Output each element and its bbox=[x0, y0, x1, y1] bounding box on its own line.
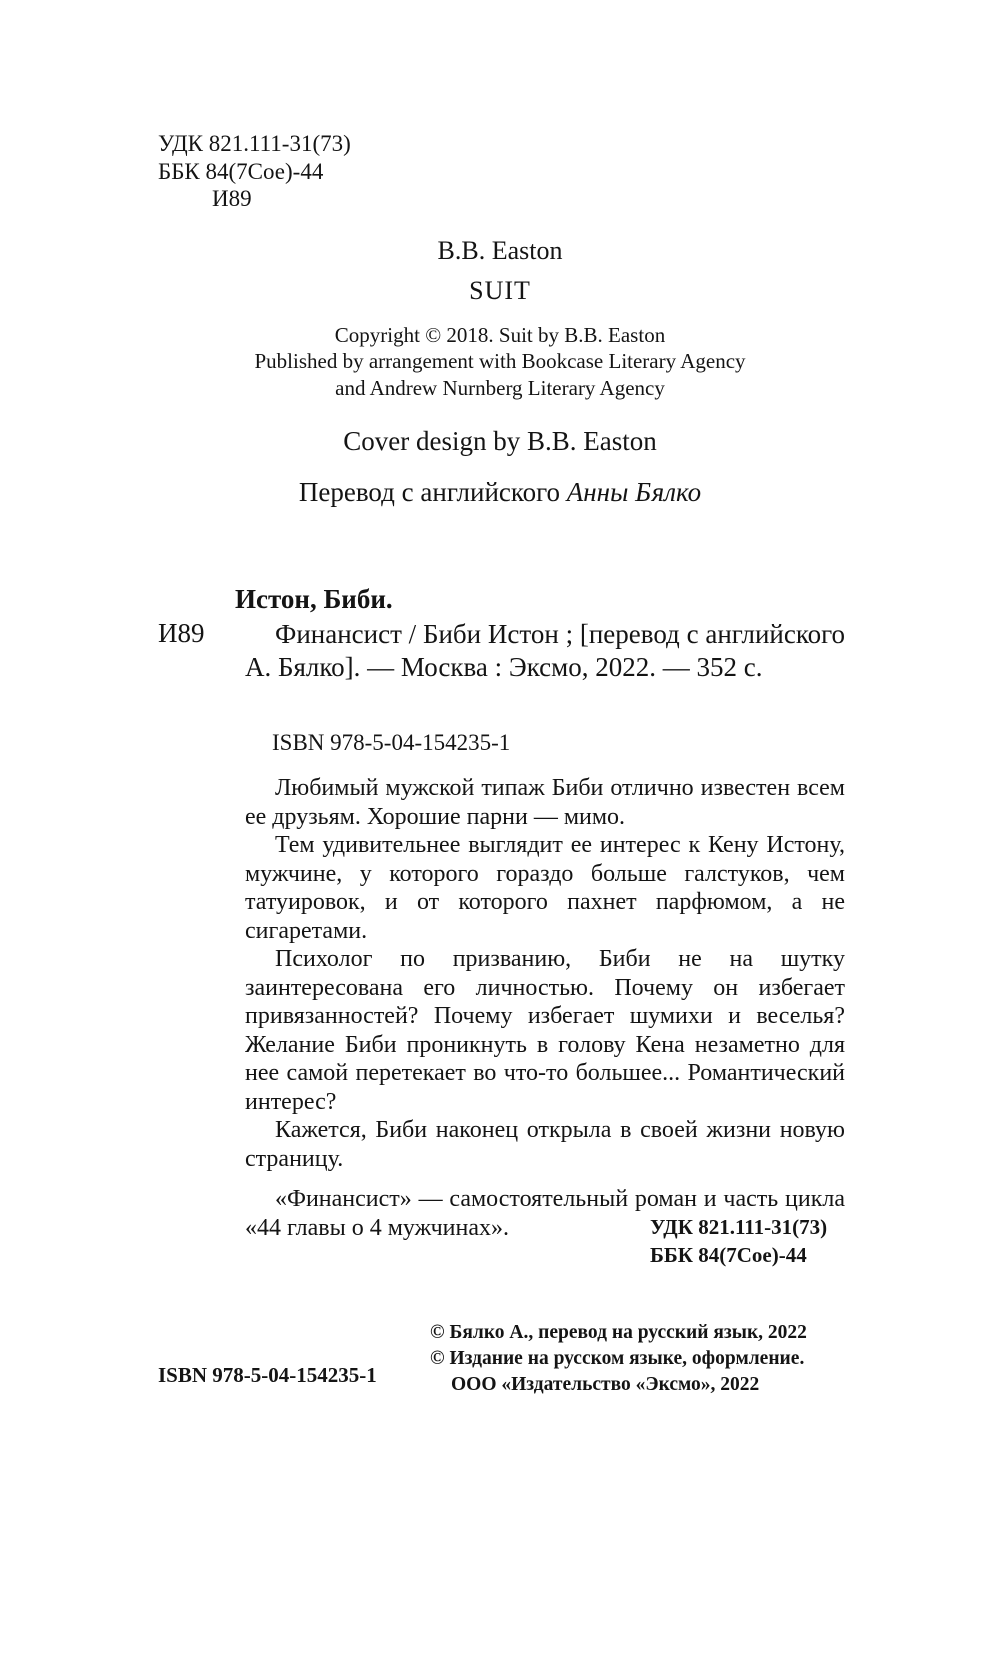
copyright-line: and Andrew Nurnberg Literary Agency bbox=[335, 376, 665, 400]
entry-description: Финансист / Биби Истон ; [перевод с английского А. Бялко]. — Москва : Эксмо, 2022. — 352 с. bbox=[245, 619, 845, 682]
isbn-bold: ISBN 978-5-04-154235-1 bbox=[158, 1363, 377, 1387]
translation-copyright: © Бялко А., перевод на русский язык, 2022 bbox=[430, 1322, 807, 1343]
annotation-paragraph: Любимый мужской типаж Биби отлично известен всем ее друзьям. Хорошие парни — мимо. bbox=[245, 775, 845, 830]
annotation-paragraph: «Финансист» — самостоятельный роман и часть цикла «44 главы о 4 мужчинах». bbox=[245, 1186, 845, 1241]
annotation-paragraph: Кажется, Биби наконец открыла в своей жизни новую страницу. bbox=[245, 1117, 845, 1172]
annotation-paragraph: Психолог по призванию, Биби не на шутку заинтересована его личностью. Почему он избегает привязанностей? Почему избегает шумихи и веселья? Желание Биби проникнуть в голову Кена незаметно для нее самой перетекает во что-то большее... Романтический интерес? bbox=[245, 946, 845, 1115]
bottom-classification bbox=[650, 1213, 827, 1269]
copyright-line: Copyright © 2018. Suit by B.B. Easton bbox=[334, 323, 666, 347]
cover-design-credit: Cover design by B.B. Easton bbox=[343, 426, 657, 456]
translator-name: Анны Бялко bbox=[566, 477, 702, 507]
translation-credit bbox=[0, 477, 1000, 508]
imprint-block bbox=[430, 1320, 850, 1398]
publisher-copyright: ООО «Издательство «Эксмо», 2022 bbox=[451, 1374, 760, 1395]
copyright-line: Published by arrangement with Bookcase Literary Agency bbox=[254, 349, 746, 373]
entry-isbn: ISBN 978-5-04-154235-1 bbox=[272, 730, 511, 755]
edition-copyright: © Издание на русском языке, оформление. bbox=[430, 1348, 805, 1369]
translation-prefix: Перевод с английского bbox=[298, 477, 561, 507]
entry-code: И89 bbox=[158, 618, 205, 648]
author-mark-code: И89 bbox=[212, 186, 252, 211]
original-author: B.B. Easton bbox=[437, 236, 563, 265]
annotation bbox=[245, 774, 845, 1242]
bottom-bbk: ББК 84(7Сое)-44 bbox=[650, 1243, 807, 1267]
bbk-code: ББК 84(7Сое)-44 bbox=[158, 159, 324, 184]
bottom-udk: УДК 821.111-31(73) bbox=[650, 1215, 828, 1239]
entry-author: Истон, Биби. bbox=[235, 584, 393, 614]
udk-code: УДК 821.111-31(73) bbox=[158, 131, 351, 156]
annotation-paragraph: Тем удивительнее выглядит ее интерес к Кену Истону, мужчине, у которого гораздо больше галстуков, чем татуировок, и от которого пахнет парфюмом, а не сигаретами. bbox=[245, 832, 845, 944]
original-title: SUIT bbox=[469, 276, 531, 305]
